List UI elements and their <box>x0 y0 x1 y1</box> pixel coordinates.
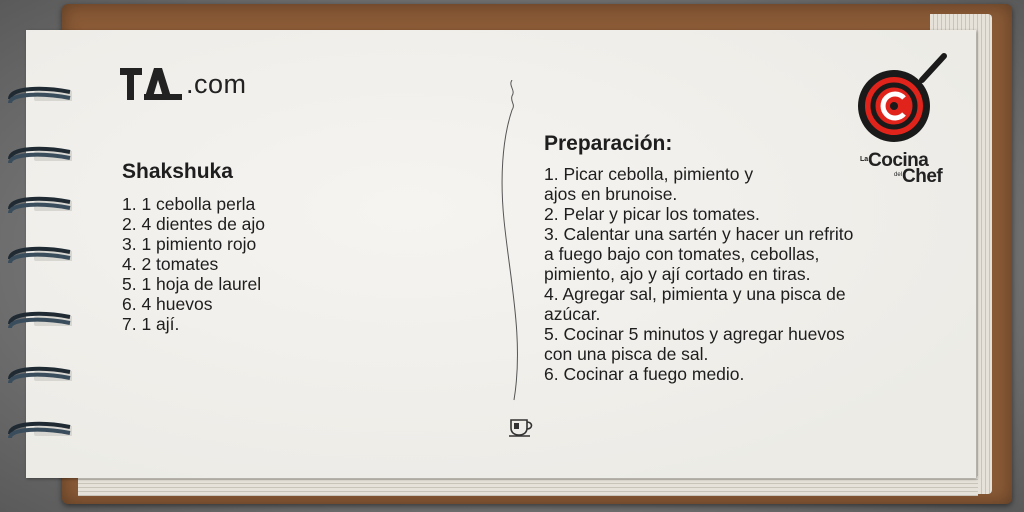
brand-logo-suffix: .com <box>186 68 247 99</box>
list-item: 3. Calentar una sartén y hacer un refrito <box>544 224 854 244</box>
chef-logo-text <box>858 150 954 190</box>
list-item: 6. 4 huevos <box>122 294 213 314</box>
spiral-binding-icon <box>4 243 72 269</box>
brand-logo[interactable] <box>120 64 247 104</box>
spiral-binding-icon <box>4 143 72 169</box>
list-item: 6. Cocinar a fuego medio. <box>544 364 745 384</box>
spiral-binding-icon <box>4 193 72 219</box>
recipe-title: Shakshuka <box>122 160 233 183</box>
spiral-binding-icon <box>4 418 72 444</box>
chef-logo-cocina: Cocina <box>868 150 929 171</box>
brand-logo-mark-icon <box>120 68 182 100</box>
ingredient-list <box>122 194 265 334</box>
list-item: 4. 2 tomates <box>122 254 219 274</box>
tea-cup-icon <box>508 414 536 438</box>
list-item: a fuego bajo con tomates, cebollas, <box>544 244 820 264</box>
chef-logo-chef: Chef <box>902 166 943 187</box>
list-item: 7. 1 ají. <box>122 314 180 334</box>
page-edges-bottom <box>78 476 978 496</box>
chef-logo-la: La <box>860 156 869 163</box>
spiral-binding-icon <box>4 363 72 389</box>
spiral-binding-icon <box>4 83 72 109</box>
list-item: 1. Picar cebolla, pimiento y <box>544 164 754 184</box>
list-item: pimiento, ajo y ají cortado en tiras. <box>544 264 811 284</box>
preparation-steps <box>544 164 904 384</box>
list-item: 5. 1 hoja de laurel <box>122 274 262 294</box>
list-item: ajos en brunoise. <box>544 184 678 204</box>
preparation-title: Preparación: <box>544 132 673 155</box>
list-item: 1. 1 cebolla perla <box>122 194 256 214</box>
chef-logo-del: del <box>894 172 903 178</box>
list-item: 4. Agregar sal, pimienta y una pisca de <box>544 284 846 304</box>
list-item: con una pisca de sal. <box>544 344 709 364</box>
list-item: 3. 1 pimiento rojo <box>122 234 257 254</box>
list-item: 2. Pelar y picar los tomates. <box>544 204 760 224</box>
spiral-binding-icon <box>4 308 72 334</box>
string-line-icon <box>494 80 534 410</box>
list-item: azúcar. <box>544 304 601 324</box>
list-item: 2. 4 dientes de ajo <box>122 214 266 234</box>
list-item: 5. Cocinar 5 minutos y agregar huevos <box>544 324 845 344</box>
